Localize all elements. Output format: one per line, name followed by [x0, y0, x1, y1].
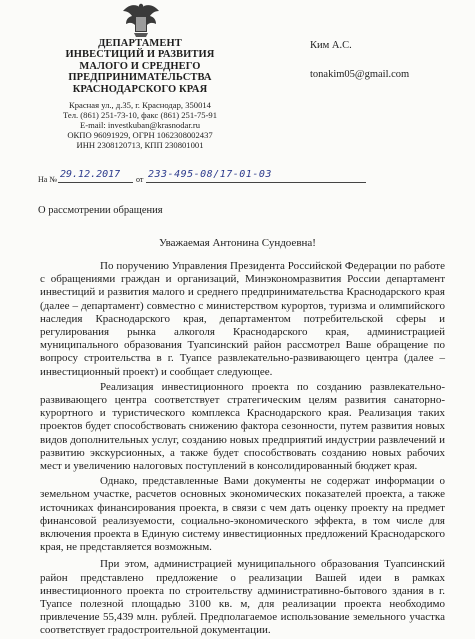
department-line: МАЛОГО И СРЕДНЕГО — [79, 60, 201, 72]
inn-kpp-line: ИНН 2308120713, КПП 230801001 — [76, 140, 204, 150]
address-line: Красная ул., д.35, г. Краснодар, 350014 — [69, 100, 211, 110]
body-paragraph: При этом, администрацией муниципального образования Туапсинский район представлено предложение о реализации Вашей идеи в рамках инвестиционного проекта по строительству административно-бытового здания в г. Туапсе полезной площадью 3100 кв. м, для реализации проекта необходимо привлечение 55,439 млн. рублей. Предполагаемое использование земельного участка соответствует градостроительной документации. — [40, 558, 445, 637]
recipient-name: Ким А.С. — [310, 40, 352, 51]
registration-date: 29.12.2017 — [60, 169, 121, 180]
phone-line: Тел. (861) 251-73-10, факс (861) 251-75-91 — [62, 110, 218, 120]
coat-of-arms-emblem — [120, 2, 162, 40]
from-label: от — [136, 175, 144, 184]
email-line: E-mail: investkuban@krasnodar.ru — [79, 120, 201, 130]
department-line: ИНВЕСТИЦИЙ И РАЗВИТИЯ — [65, 49, 215, 61]
letter-subject: О рассмотрении обращения — [38, 205, 163, 216]
body-paragraph: Однако, представленные Вами документы не содержат информации о земельном участке, расчетов основных экономических показателей проекта, а также источниках финансирования проекта, в связи с чем дать оценку проекту на предмет финансовой реализуемости, социально-экономического эффекта, в том числе для включения проекта в Единую систему инвестиционных предложений Краснодарского края, не представляется возможным. — [40, 475, 445, 554]
registration-number: 233-495-08/17-01-03 — [148, 169, 272, 180]
registration-line — [38, 170, 368, 186]
date-underline — [58, 182, 133, 183]
letter-body — [40, 260, 445, 639]
department-contacts — [55, 100, 225, 150]
number-underline — [146, 182, 366, 183]
incoming-number-label: На № — [38, 175, 57, 184]
department-line: ПРЕДПРИНИМАТЕЛЬСТВА — [68, 72, 212, 84]
recipient-email: tonakim05@gmail.com — [310, 69, 410, 80]
department-line: КРАСНОДАРСКОГО КРАЯ — [72, 83, 208, 95]
salutation: Уважаемая Антонина Сундоевна! — [159, 237, 316, 249]
department-name — [55, 38, 225, 95]
body-paragraph: Реализация инвестиционного проекта по созданию развлекательно-развивающего центра соответствует стратегическим целям развития санаторно-курортного и туристического комплекса Краснодарского края. Реализация таких проектов будет способствовать снижению фактора сезонности, путем развития новых видов дополнительных услуг, созданию новых предприятий индустрии развлечений и развитию экскурсионных, а также будет способствовать созданию новых рабочих мест и увеличению налоговых поступлений в консолидированный бюджет края. — [40, 380, 445, 473]
okpo-ogrn-line: ОКПО 96091929, ОГРН 1062308002437 — [67, 130, 213, 140]
department-line: ДЕПАРТАМЕНТ — [98, 38, 182, 49]
body-paragraph: По поручению Управления Президента Российской Федерации по работе с обращениями граждан и организаций, Минэкономразвития России департамент инвестиций и развития малого и среднего предпринимательства Краснодарского края (далее – департамент) совместно с министерством курортов, туризма и олимпийского наследия Краснодарского края, департаментом потребительской сферы и регулирования рынка алкоголя Краснодарского края, администрацией муниципального образования Туапсинский район рассмотрел Ваше обращение по вопросу строительства в г. Туапсе развлекательно-развивающего центра (далее – инвестиционный проект) и сообщает следующее. — [40, 260, 445, 378]
